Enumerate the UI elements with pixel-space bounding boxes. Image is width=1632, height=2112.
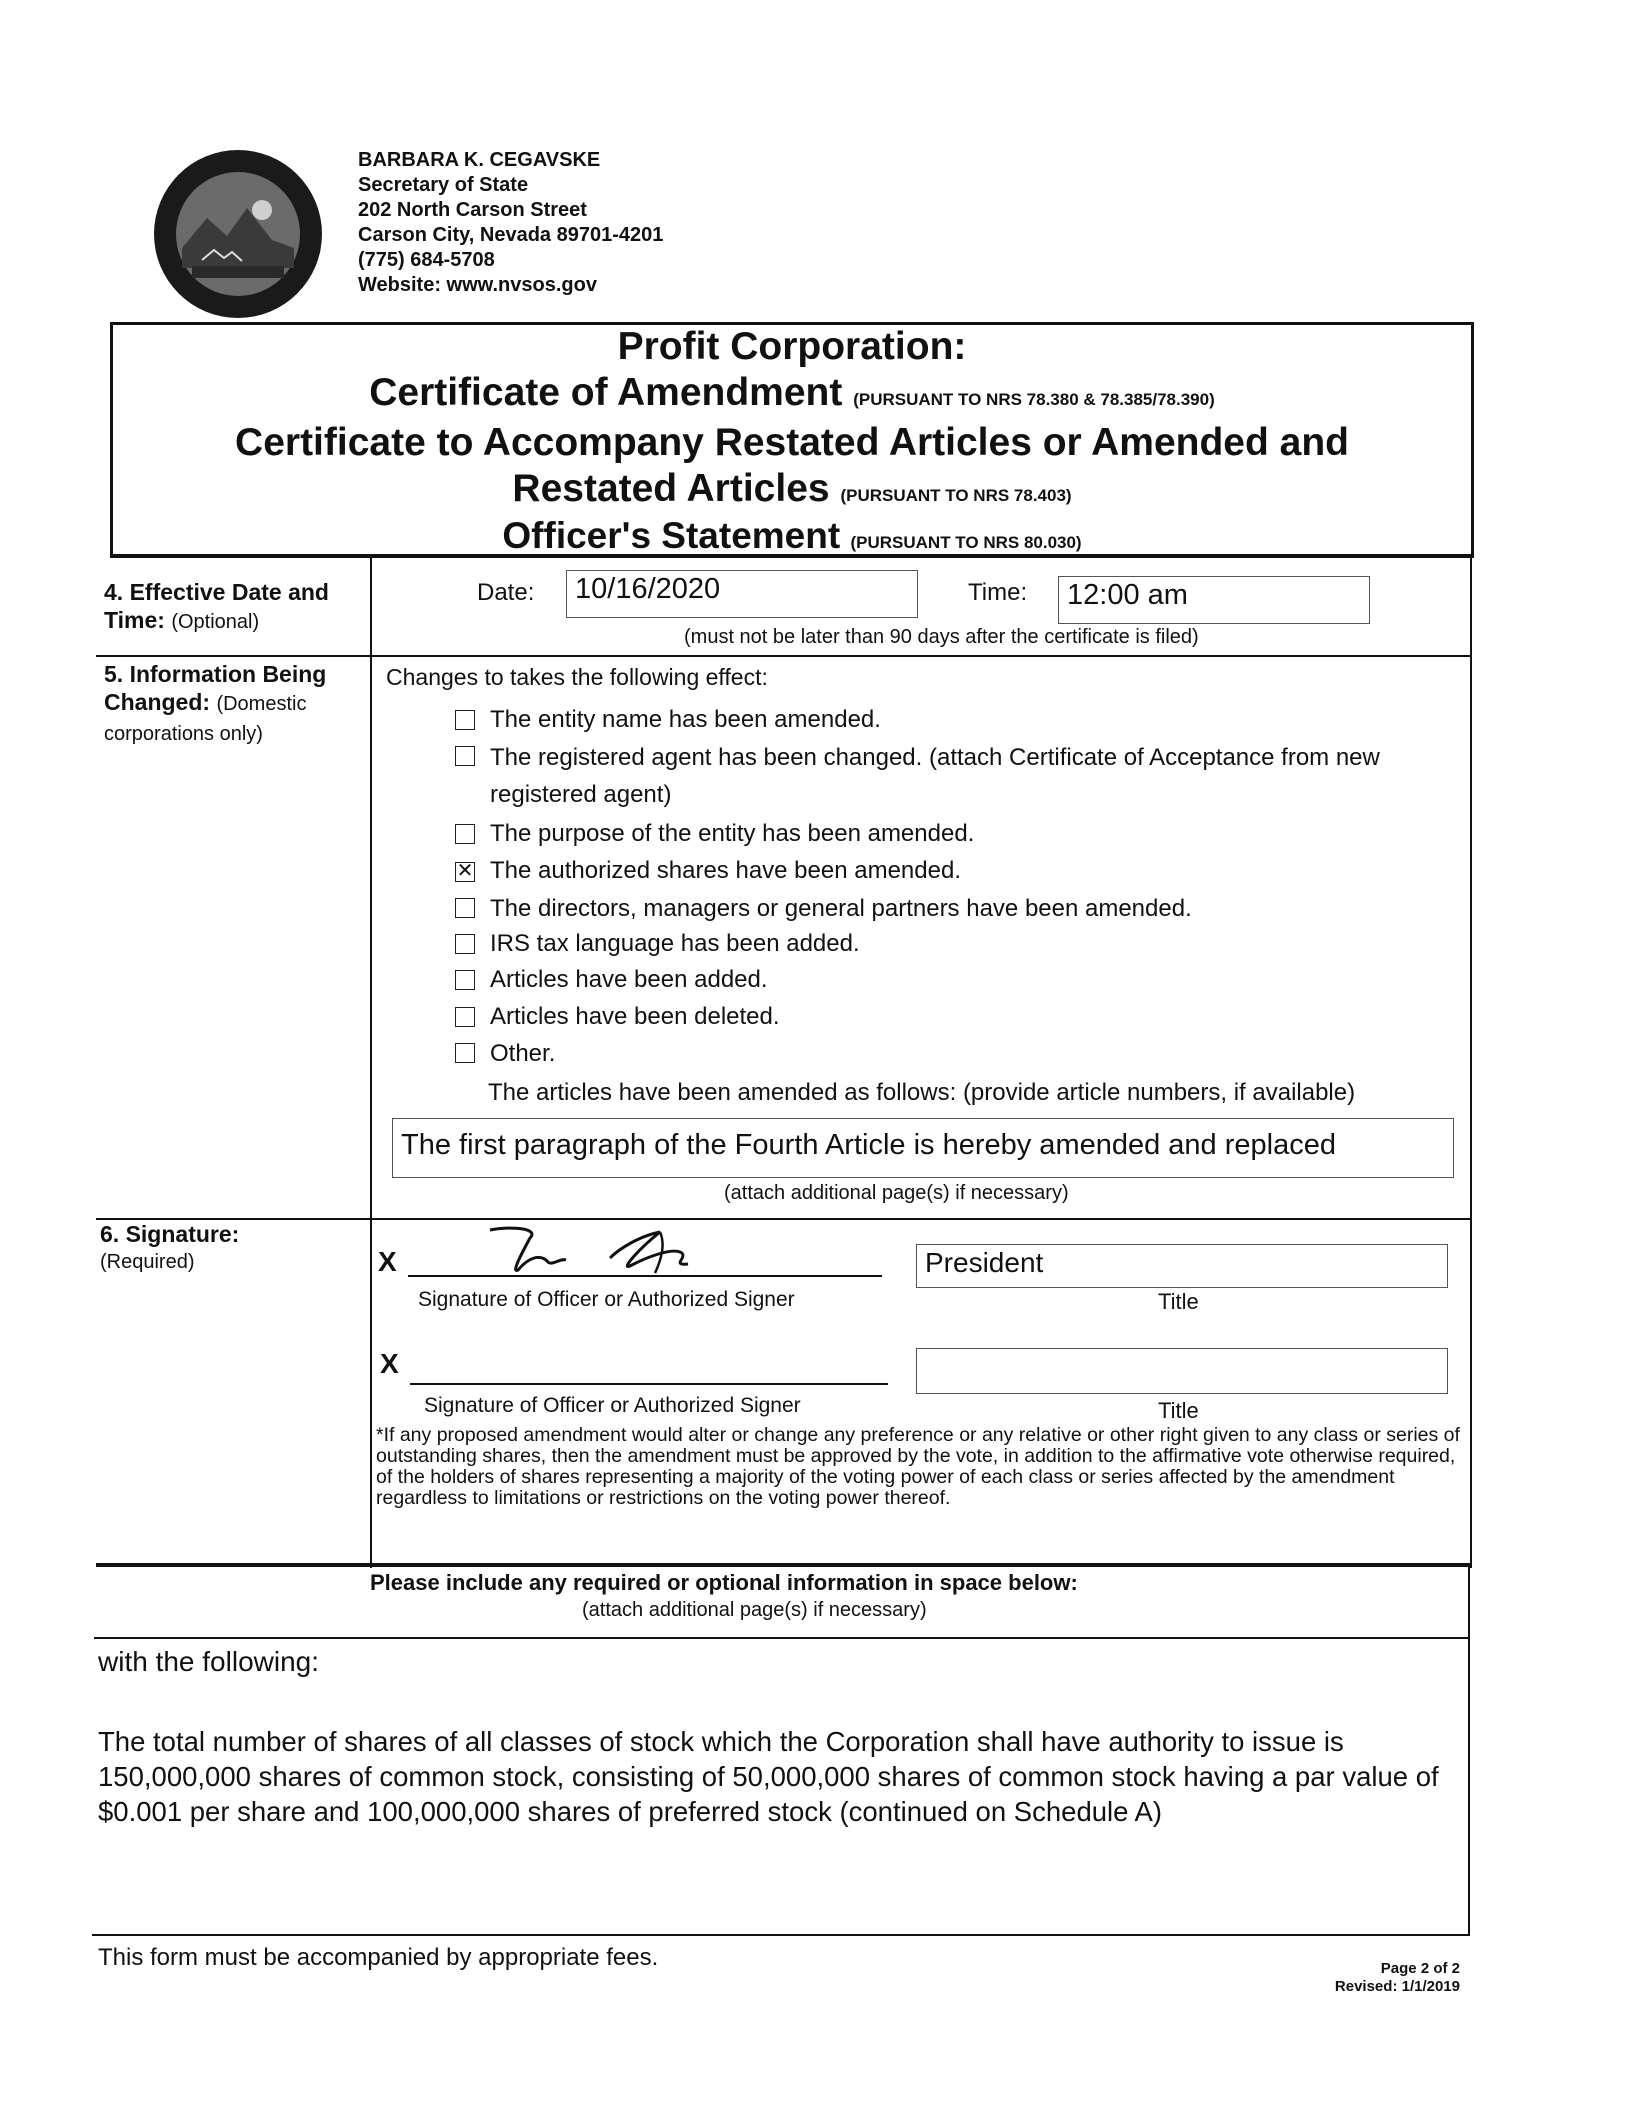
additional-line-1: with the following: bbox=[98, 1646, 320, 1677]
section-6-note: (Required) bbox=[100, 1251, 195, 1273]
checkbox-articles-added[interactable] bbox=[455, 970, 475, 990]
certificate-of-amendment-note: (PURSUANT TO NRS 78.380 & 78.385/78.390) bbox=[853, 390, 1215, 409]
title-line-3: Certificate to Accompany Restated Articles or Amended and bbox=[235, 421, 1349, 464]
page-number: Page 2 of 2 bbox=[1380, 1960, 1460, 1977]
checkbox-irs-tax[interactable] bbox=[455, 934, 475, 954]
checkbox-registered-agent[interactable] bbox=[455, 746, 475, 766]
officers-statement-note: (PURSUANT TO NRS 80.030) bbox=[850, 533, 1082, 552]
signature-2-caption: Signature of Officer or Authorized Signer bbox=[424, 1394, 801, 1417]
amended-prompt: The articles have been amended as follows: (provide article numbers, if available) bbox=[488, 1079, 1356, 1106]
amendment-footnote: *If any proposed amendment would alter or change any preference or any relative or other right given to any class or series of outstanding shares, then the amendment must be approved by the vote, in addition to the affirmative vote otherwise required, of the holders of shares representing a majority of the voting power of each class or series affected by the amendment regardless to limitations or restrictions on the voting power thereof. bbox=[376, 1424, 1460, 1509]
checkbox-entity-name[interactable] bbox=[455, 710, 475, 730]
section-4-title: 4. Effective Date and Time: bbox=[104, 579, 329, 633]
date-field[interactable]: 10/16/2020 bbox=[566, 570, 918, 618]
title-line-4 bbox=[113, 467, 1471, 511]
revised-date: Revised: 1/1/2019 bbox=[1334, 1978, 1460, 1995]
additional-divider bbox=[94, 1637, 1470, 1639]
checkbox-directors[interactable] bbox=[455, 898, 475, 918]
secretary-of-state-block bbox=[358, 148, 663, 298]
option-registered-agent: The registered agent has been changed. (attach Certificate of Acceptance from new bbox=[490, 744, 1380, 771]
signature-1-caption: Signature of Officer or Authorized Signer bbox=[418, 1288, 795, 1311]
title-1-caption: Title bbox=[1158, 1289, 1199, 1314]
option-articles-added: Articles have been added. bbox=[490, 966, 768, 993]
title-1-field[interactable]: President bbox=[916, 1244, 1448, 1288]
checkbox-authorized-shares[interactable]: ✕ bbox=[456, 860, 474, 882]
option-purpose: The purpose of the entity has been amended. bbox=[490, 820, 975, 847]
divider-6-end bbox=[96, 1563, 1472, 1567]
date-label: Date: bbox=[477, 579, 535, 606]
additional-bottom bbox=[92, 1934, 1470, 1936]
title-2-caption: Title bbox=[1158, 1398, 1199, 1423]
time-field[interactable]: 12:00 am bbox=[1058, 576, 1370, 624]
section-5-title: 5. Information Being Changed: bbox=[104, 661, 327, 715]
option-directors: The directors, managers or general partners have been amended. bbox=[490, 895, 1192, 922]
website: Website: www.nvsos.gov bbox=[358, 274, 597, 296]
restated-articles: Restated Articles bbox=[512, 467, 830, 510]
section-6-label bbox=[100, 1220, 362, 1276]
official-name: BARBARA K. CEGAVSKE bbox=[358, 149, 601, 171]
section-4-label bbox=[104, 578, 366, 636]
official-title: Secretary of State bbox=[358, 174, 529, 196]
changes-intro: Changes to takes the following effect: bbox=[386, 664, 768, 690]
address-line-2: Carson City, Nevada 89701-4201 bbox=[358, 224, 664, 246]
checkbox-articles-deleted[interactable] bbox=[455, 1007, 475, 1027]
right-border bbox=[1470, 558, 1472, 1568]
signature-1-x: X bbox=[378, 1246, 397, 1277]
phone: (775) 684-5708 bbox=[358, 249, 495, 271]
state-seal bbox=[152, 148, 324, 320]
option-irs-tax: IRS tax language has been added. bbox=[490, 930, 860, 957]
option-registered-agent-cont: registered agent) bbox=[490, 781, 672, 808]
address-line-1: 202 North Carson Street bbox=[358, 199, 587, 221]
additional-attach-note: (attach additional page(s) if necessary) bbox=[582, 1599, 927, 1621]
form-title-box bbox=[110, 322, 1474, 558]
amended-text-field[interactable]: The first paragraph of the Fourth Article is hereby amended and replaced bbox=[392, 1118, 1454, 1178]
certificate-of-amendment: Certificate of Amendment bbox=[369, 371, 843, 414]
title-line-2 bbox=[113, 371, 1471, 415]
section-5-label bbox=[104, 660, 366, 748]
signature-2-line bbox=[410, 1383, 888, 1385]
section-5-attach-note: (attach additional page(s) if necessary) bbox=[724, 1182, 1069, 1204]
title-line-5 bbox=[113, 515, 1471, 557]
time-label: Time: bbox=[968, 579, 1028, 606]
restated-articles-note: (PURSUANT TO NRS 78.403) bbox=[840, 486, 1072, 505]
section-6-title: 6. Signature: bbox=[100, 1221, 240, 1247]
option-other: Other. bbox=[490, 1040, 556, 1067]
option-entity-name: The entity name has been amended. bbox=[490, 706, 881, 733]
date-note: (must not be later than 90 days after the certificate is filed) bbox=[684, 626, 1199, 648]
additional-right-border bbox=[1468, 1566, 1470, 1936]
divider-4-5 bbox=[96, 655, 1472, 657]
signature-1-image bbox=[470, 1218, 770, 1288]
checkbox-other[interactable] bbox=[455, 1043, 475, 1063]
title-2-field[interactable] bbox=[916, 1348, 1448, 1394]
column-divider bbox=[370, 558, 372, 1568]
signature-2-x: X bbox=[380, 1348, 399, 1379]
checkbox-purpose[interactable] bbox=[455, 824, 475, 844]
title-line-1: Profit Corporation: bbox=[617, 325, 967, 368]
section-4-note: (Optional) bbox=[171, 611, 260, 633]
additional-paragraph: The total number of shares of all classes of stock which the Corporation shall have authority to issue is 150,000,000 shares of common stock, consisting of 50,000,000 shares of common stock having a par value of $0.001 per share and 100,000,000 shares of preferred stock (continued on Schedule A) bbox=[98, 1726, 1439, 1827]
fees-note: This form must be accompanied by appropriate fees. bbox=[98, 1944, 659, 1971]
officers-statement: Officer's Statement bbox=[502, 515, 841, 556]
option-articles-deleted: Articles have been deleted. bbox=[490, 1003, 780, 1030]
section-5-note: (Domestic corporations only) bbox=[104, 693, 307, 745]
additional-heading: Please include any required or optional information in space below: bbox=[370, 1570, 1078, 1595]
option-authorized-shares: The authorized shares have been amended. bbox=[490, 857, 961, 884]
